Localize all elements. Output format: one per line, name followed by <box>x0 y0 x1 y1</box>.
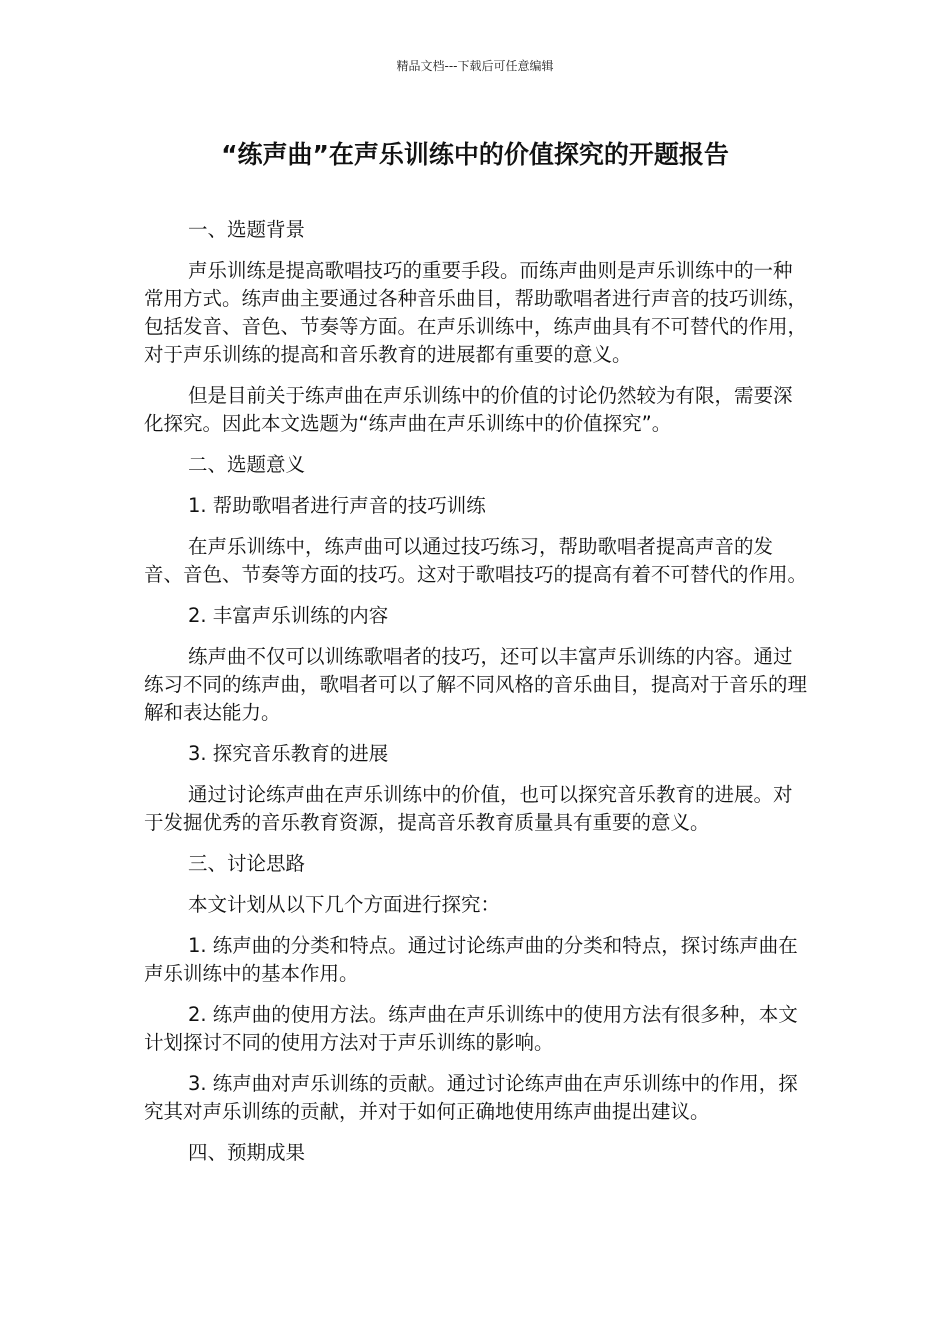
document-title: “练声曲”在声乐训练中的价值探究的开题报告 <box>221 140 729 169</box>
paragraph: 练声曲不仅可以训练歌唱者的技巧，还可以丰富声乐训练的内容。通过练习不同的练声曲，歌唱者可以了解不同风格的音乐曲目，提高对于音乐的理解和表达能力。 <box>144 645 808 724</box>
section-heading-expected-results: 四、预期成果 <box>188 1141 306 1164</box>
section-heading-background: 一、选题背景 <box>188 218 306 241</box>
subheading: 3. 探究音乐教育的进展 <box>188 742 389 765</box>
section-heading-significance: 二、选题意义 <box>188 453 306 476</box>
paragraph: 在声乐训练中，练声曲可以通过技巧练习，帮助歌唱者提高声音的发音、音色、节奏等方面的技巧。这对于歌唱技巧的提高有着不可替代的作用。 <box>144 535 808 586</box>
paragraph: 但是目前关于练声曲在声乐训练中的价值的讨论仍然较为有限，需要深化探究。因此本文选题为“练声曲在声乐训练中的价值探究”。 <box>144 384 793 435</box>
numbered-paragraph: 2. 练声曲的使用方法。练声曲在声乐训练中的使用方法有很多种，本文计划探讨不同的使用方法对于声乐训练的影响。 <box>144 1003 798 1054</box>
subheading: 1. 帮助歌唱者进行声音的技巧训练 <box>188 494 486 517</box>
numbered-paragraph: 3. 练声曲对声乐训练的贡献。通过讨论练声曲在声乐训练中的作用，探究其对声乐训练的贡献，并对于如何正确地使用练声曲提出建议。 <box>144 1072 798 1123</box>
document-body <box>144 216 810 1180</box>
numbered-paragraph: 1. 练声曲的分类和特点。通过讨论练声曲的分类和特点，探讨练声曲在声乐训练中的基本作用。 <box>144 934 798 985</box>
paragraph: 声乐训练是提高歌唱技巧的重要手段。而练声曲则是声乐训练中的一种常用方式。练声曲主要通过各种音乐曲目，帮助歌唱者进行声音的技巧训练，包括发音、音色、节奏等方面。在声乐训练中，练声曲具有不可替代的作用，对于声乐训练的提高和音乐教育的进展都有重要的意义。 <box>144 259 808 366</box>
paragraph: 通过讨论练声曲在声乐训练中的价值，也可以探究音乐教育的进展。对于发掘优秀的音乐教育资源，提高音乐教育质量具有重要的意义。 <box>144 783 793 834</box>
page-header-watermark: 精品文档---下载后可任意编辑 <box>396 59 554 73</box>
section-heading-approach: 三、讨论思路 <box>188 852 306 875</box>
paragraph: 本文计划从以下几个方面进行探究： <box>188 893 501 916</box>
subheading: 2. 丰富声乐训练的内容 <box>188 604 389 627</box>
